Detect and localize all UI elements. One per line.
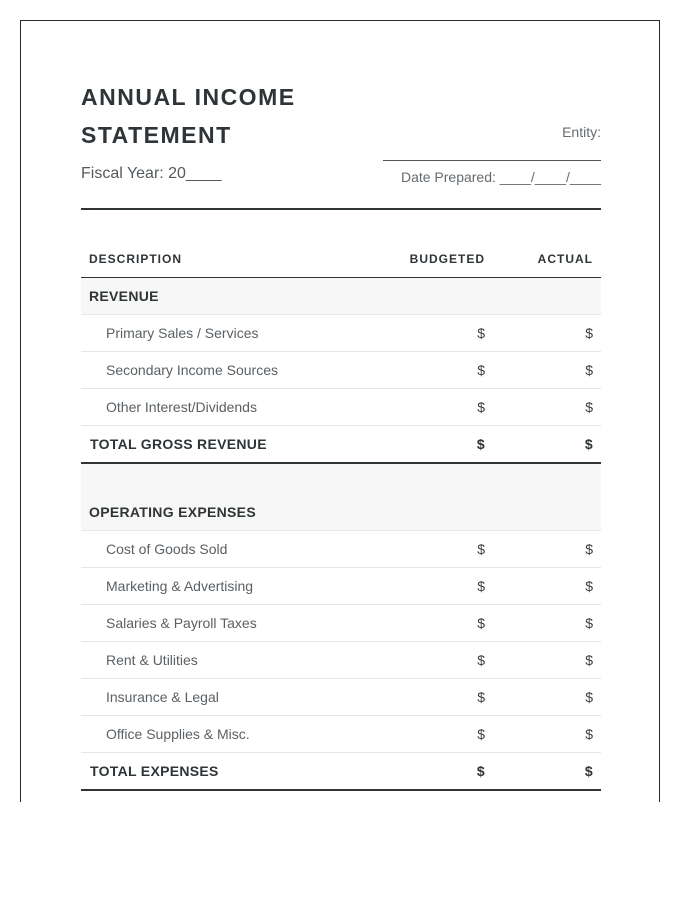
budgeted-cell[interactable]: $ [381,568,493,605]
income-statement-table [81,240,601,791]
total-actual-cell[interactable]: $ [493,753,601,791]
table-row [81,352,601,389]
entity-field-line[interactable] [383,160,601,161]
column-header-budgeted: BUDGETED [381,240,493,278]
table-row [81,642,601,679]
table-row [81,389,601,426]
date-prepared-field[interactable]: Date Prepared: ____/____/____ [400,169,601,185]
actual-cell[interactable]: $ [493,642,601,679]
table-row [81,716,601,753]
total-label: TOTAL EXPENSES [81,753,381,791]
line-item-label: Cost of Goods Sold [81,531,381,568]
entity-label: Entity: [562,124,601,140]
total-row-expenses [81,753,601,791]
section-row-expenses [81,463,601,531]
actual-cell[interactable]: $ [493,605,601,642]
table-row [81,531,601,568]
budgeted-cell[interactable]: $ [381,605,493,642]
column-header-actual: ACTUAL [493,240,601,278]
total-budgeted-cell[interactable]: $ [381,426,493,464]
total-actual-cell[interactable]: $ [493,426,601,464]
table-row [81,679,601,716]
section-label-expenses: OPERATING EXPENSES [81,463,601,531]
line-item-label: Secondary Income Sources [81,352,381,389]
actual-cell[interactable]: $ [493,568,601,605]
line-item-label: Marketing & Advertising [81,568,381,605]
line-item-label: Insurance & Legal [81,679,381,716]
total-label: TOTAL GROSS REVENUE [81,426,381,464]
table-row [81,568,601,605]
budgeted-cell[interactable]: $ [381,679,493,716]
header-divider [81,208,601,210]
actual-cell[interactable]: $ [493,352,601,389]
budgeted-cell[interactable]: $ [381,642,493,679]
actual-cell[interactable]: $ [493,389,601,426]
section-label-revenue: REVENUE [81,278,601,315]
section-row-revenue [81,278,601,315]
line-item-label: Office Supplies & Misc. [81,716,381,753]
table-row [81,315,601,352]
table-row [81,605,601,642]
budgeted-cell[interactable]: $ [381,315,493,352]
actual-cell[interactable]: $ [493,716,601,753]
document-title: ANNUAL INCOME STATEMENT [81,84,296,148]
actual-cell[interactable]: $ [493,679,601,716]
total-row-revenue [81,426,601,464]
line-item-label: Rent & Utilities [81,642,381,679]
fiscal-year-field[interactable]: Fiscal Year: 20____ [81,165,222,182]
budgeted-cell[interactable]: $ [381,716,493,753]
budgeted-cell[interactable]: $ [381,531,493,568]
actual-cell[interactable]: $ [493,531,601,568]
total-budgeted-cell[interactable]: $ [381,753,493,791]
budgeted-cell[interactable]: $ [381,389,493,426]
column-header-description: DESCRIPTION [81,240,381,278]
line-item-label: Other Interest/Dividends [81,389,381,426]
line-item-label: Primary Sales / Services [81,315,381,352]
line-item-label: Salaries & Payroll Taxes [81,605,381,642]
table-header-row [81,240,601,278]
actual-cell[interactable]: $ [493,315,601,352]
budgeted-cell[interactable]: $ [381,352,493,389]
document-header [81,78,601,210]
